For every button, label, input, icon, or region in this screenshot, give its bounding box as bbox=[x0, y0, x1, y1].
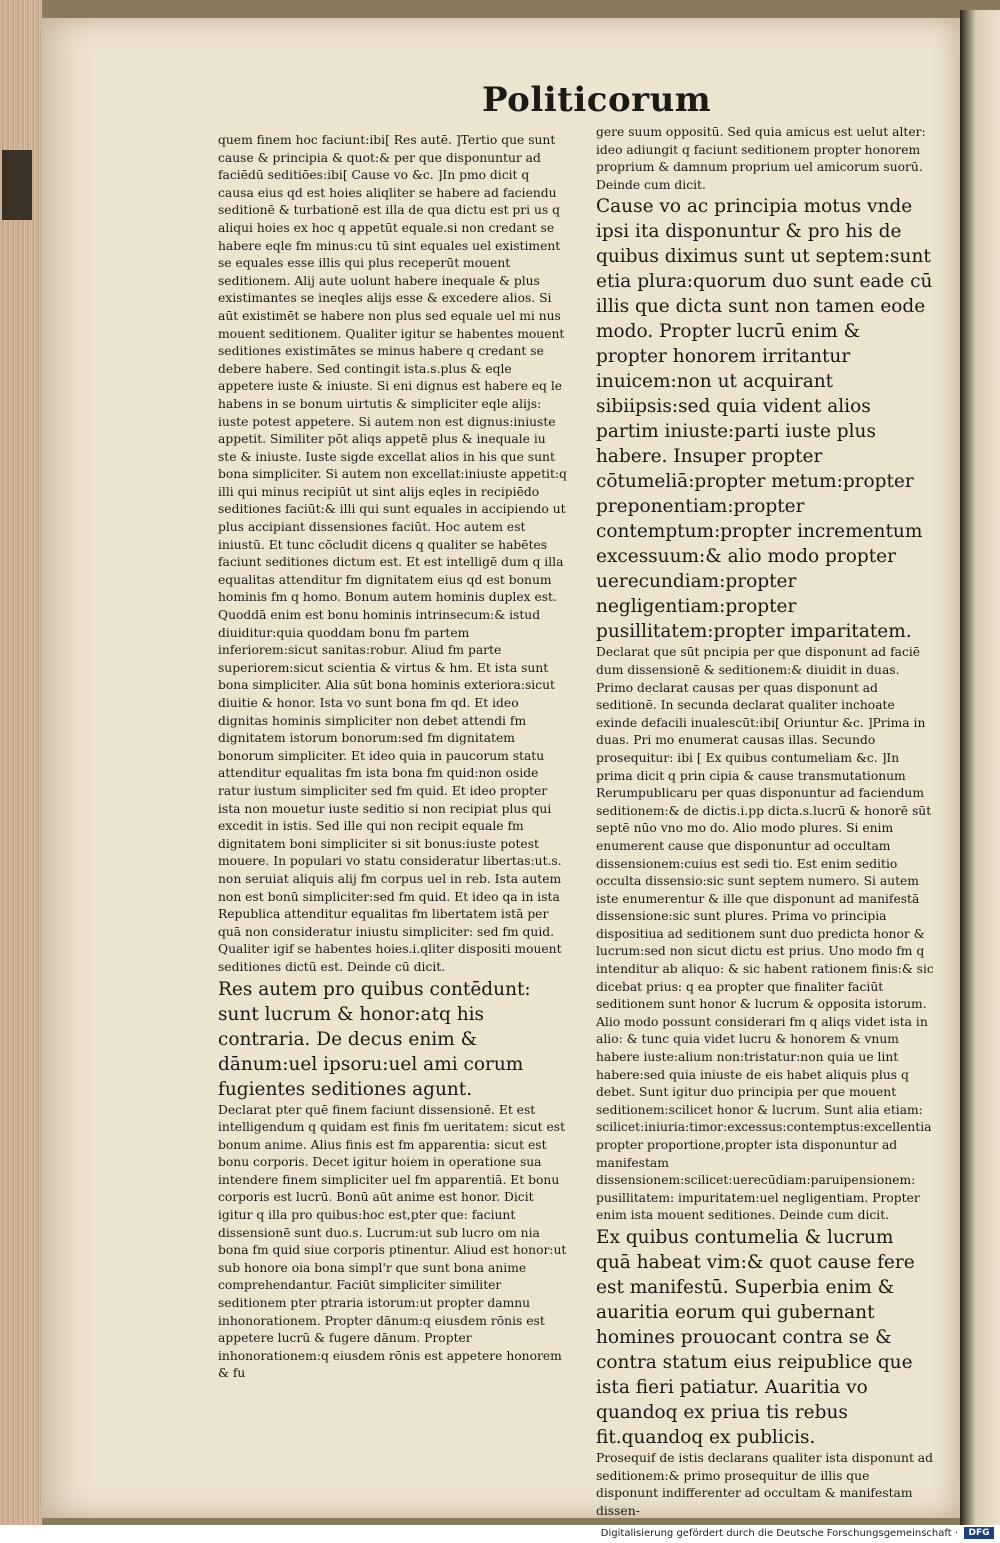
right-paragraph-3: Declarat que sūt pncipia per que disponunt ad faciē dum dissensionē & seditionem:& diuidit in duas. Primo declarat causas per quas disponunt ad seditionē. In secunda declarat qualiter inchoate exinde defacili inualescūt:ibi[ Oriuntur &c. ]Prima in duas. Pri mo enumerat causas illas. Secundo prosequitur: ibi [ Ex quibus contumeliam &c. ]In prima dicit q prin cipia & cause transmutationum Rerumpublicaru per quas disponuntur ad faciendum seditionem:& de dictis.i.pp dicta.s.lucrū & honorē sūt septē nūo vno mo do. Alio modo plures. Si enim enumerent cause que disponuntur ad occultam dissensionem:cuius est sedi tio. Est enim seditio occulta dissensio:sic sunt septem numero. Si autem iste enumerentur & ille que disponunt ad manifestā dissensione:sic sunt plures. Prima vo principia dispositiua ad seditionem sunt duo predicta honor & lucrum:sed non sicut dictu est prius. Uno modo fm q intenditur ab aliquo: & sic habent rationem finis:& sic dicebat prius: q ea propter que finaliter faciūt seditionem sunt honor & lucrum & opposita istorum. Alio modo possunt considerari fm q aliqs videt ista in alio: & tunc quia videt lucru & honorem & vnum habere iuste:alium non:tristatur:non quia ue lint habere:sed quia iniuste de eis habet aliquis plus q debet. Sunt igitur duo principia per que mouent seditionem:scilicet honor & lucrum. Sunt alia etiam: scilicet:iniuria:timor:excessus:contemptus:excellentia propter proportione,propter ista disponuntur ad manifestam dissensionem:scilicet:uerecūdiam:paruipensionem: pusillitatem: impuritatem:uel negligentiam. Propter enim ista mouent seditiones. Deinde cum dicit. bbox=[596, 645, 934, 1223]
book-page-edges bbox=[0, 0, 42, 1525]
right-column bbox=[596, 124, 934, 1520]
left-paragraph-3: Declarat pter quē finem faciunt dissensionē. Et est intelligendum q quidam est finis fm ueritatem: sicut est bonum anime. Alius finis est fm apparentia: sicut est bonu corporis. Decet igitur hoiem in operatione sua intendere finem simpliciter uel fm apparentiā. Et bonu corporis est lucrū. Bonū aūt anime est honor. Dicit igitur q illa pro quibus:hoc est,pter que: faciunt dissensionē sunt duo.s. Lucrum:ut sub lucro om nia bona fm quid siue corporis ptinentur. Aliud est honor:ut sub honore oia bona simpl'r que sunt bona anime comprehendantur. Faciūt simpliciter similiter seditionem pter ptraria istorum:ut propter damnu inhonorationem. Propter dānum:q eiusdem rōnis est appetere lucrū & fugere dānum. Propter inhonorationem:q eiusdem rōnis est appetere honorem & fu bbox=[218, 1102, 567, 1381]
footer-credit: Digitalisierung gefördert durch die Deutsche Forschungsgemeinschaft · bbox=[600, 1528, 958, 1539]
dfg-logo: DFG bbox=[964, 1527, 994, 1539]
right-paragraph-5: Prosequif de istis declarans qualiter ista disponunt ad seditionem:& primo prosequitur de illis que disponunt indifferenter ad occultam & manifestam dissen- bbox=[596, 1450, 933, 1518]
left-paragraph-2-lemma: Res autem pro quibus contēdunt: sunt lucrum & honor:atq his contraria. De decus enim & dānum:uel ipsoru:uel ami corum fugientes seditiones agunt. bbox=[218, 978, 531, 1100]
left-paragraph-1: quem finem hoc faciunt:ibi[ Res autē. ]Tertio que sunt cause & principia & quot:& per que disponuntur ad faciēdū seditiōes:ibi[ Cause vo &c. ]In pmo dicit q causa eius qd est hoies aliqliter se habere ad faciendu seditionē & turbationē est illa de qua dictu est pri us q aliqui hoies ex hoc q appetūt equale.si non credant se habere eqle fm minus:cu tū sint equales uel existiment se equales esse illis qui plus receperūt mouent seditionem. Alij aute uolunt habere inequale & plus existimantes se ineqles alijs esse & excedere alios. Si aūt existimēt se habere non plus sed equale uel mi nus mouent seditionem. Qualiter igitur se habentes mouent seditiones existimātes se minus habere q credant se debere habere. Sed contingit ista.s.plus & eqle appetere iuste & iniuste. Si eni dignus est habere eq le habens in se bonum uirtutis & simpliciter eqle alijs: iuste potest appetere. Si autem non est dignus:iniuste appetit. Similiter pōt aliqs appetē plus & inequale iu ste & iniuste. Iuste sigde excellat alios in his que sunt bona simpliciter. Si autem non excellat:iniuste appetit:q illi qui minus recipiūt ut sint alijs eqles in recipiēdo seditiones faciūt:& illi qui sunt equales in accipiendo ut plus accipiant dissensiones faciūt. Hoc autem est iniustū. Et tunc cōcludit dicens q qualiter se habētes faciunt seditiones dictum est. Et est intelligē dum q illa equalitas attenditur fm dignitatem eius qd est bonum hominis fm q homo. Bonum autem hominis duplex est. Quoddā enim est bonu hominis intrinsecum:& istud diuiditur:quia quoddam bonu fm partem inferiorem:sicut sanitas:robur. Aliud fm parte superiorem:sicut scientia & virtus & hm. Et ista sunt bona simpliciter. Alia sūt bona hominis exteriora:sicut diuitie & honor. Ista vo sunt bona fm qd. Et ideo dignitas hominis simpliciter non debet attendi fm dignitatem istorum bonorum:sed fm dignitatem bonorum simpliciter. Et ideo quia in paucorum statu attenditur equalitas fm ista bona fm quid:non oside ratur iustum simpliciter sed fm quid. Et ideo propter ista non mouetur iuste seditio si non recipiat plus qui excedit in istis. Sed ille qui non recipit equale fm dignitatem boni simpliciter si sit bonus:iuste potest mouere. In populari vo statu consideratur libertas:ut.s. non seruiat aliquis alij fm corpus uel in reb. Ista autem non est bonū simpliciter:sed fm quid. Et ideo qa in ista Republica attenditur equalitas fm libertatem istā per quā non consideratur iniustu simpliciter: sed fm quid. Qualiter igif se habentes hoies.i.qliter dispositi mouent seditiones dictū est. Deinde cū dicit. bbox=[218, 133, 567, 974]
facing-page-edge bbox=[960, 10, 1000, 1525]
left-column bbox=[218, 132, 568, 1383]
right-paragraph-4-lemma: Ex quibus contumelia & lucrum quā habeat vim:& quot cause fere est manifestū. Superbia enim & auaritia eorum qui gubernant homines prouocant contra se & contra statum eius reipublice que ista fieri patiatur. Auaritia vo quandoq ex priua tis rebus fit.quandoq ex publicis. bbox=[596, 1226, 915, 1448]
running-header: Politicorum bbox=[482, 80, 712, 120]
bookmark-tab bbox=[2, 150, 32, 220]
right-paragraph-2-lemma: Cause vo ac principia motus vnde ipsi ita disponuntur & pro his de quibus diximus sunt ut septem:sunt etia plura:quorum duo sunt eade cū illis que dicta sunt non tamen eode modo. Propter lucrū enim & propter honorem irritantur inuicem:non ut acquirant sibiipsis:sed quia vident alios partim iniuste:parti iuste plus habere. Insuper propter cōtumeliā:propter metum:propter preponentiam:propter contemptum:propter incrementum excessuum:& alio modo propter uerecundiam:propter negligentiam:propter pusillitatem:propter imparitatem. bbox=[596, 196, 933, 643]
right-paragraph-1: gere suum oppositū. Sed quia amicus est uelut alter: ideo adiungit q faciunt seditionem propter honorem proprium & damnum proprium uel amicorum suorū. Deinde cum dicit. bbox=[596, 125, 926, 192]
